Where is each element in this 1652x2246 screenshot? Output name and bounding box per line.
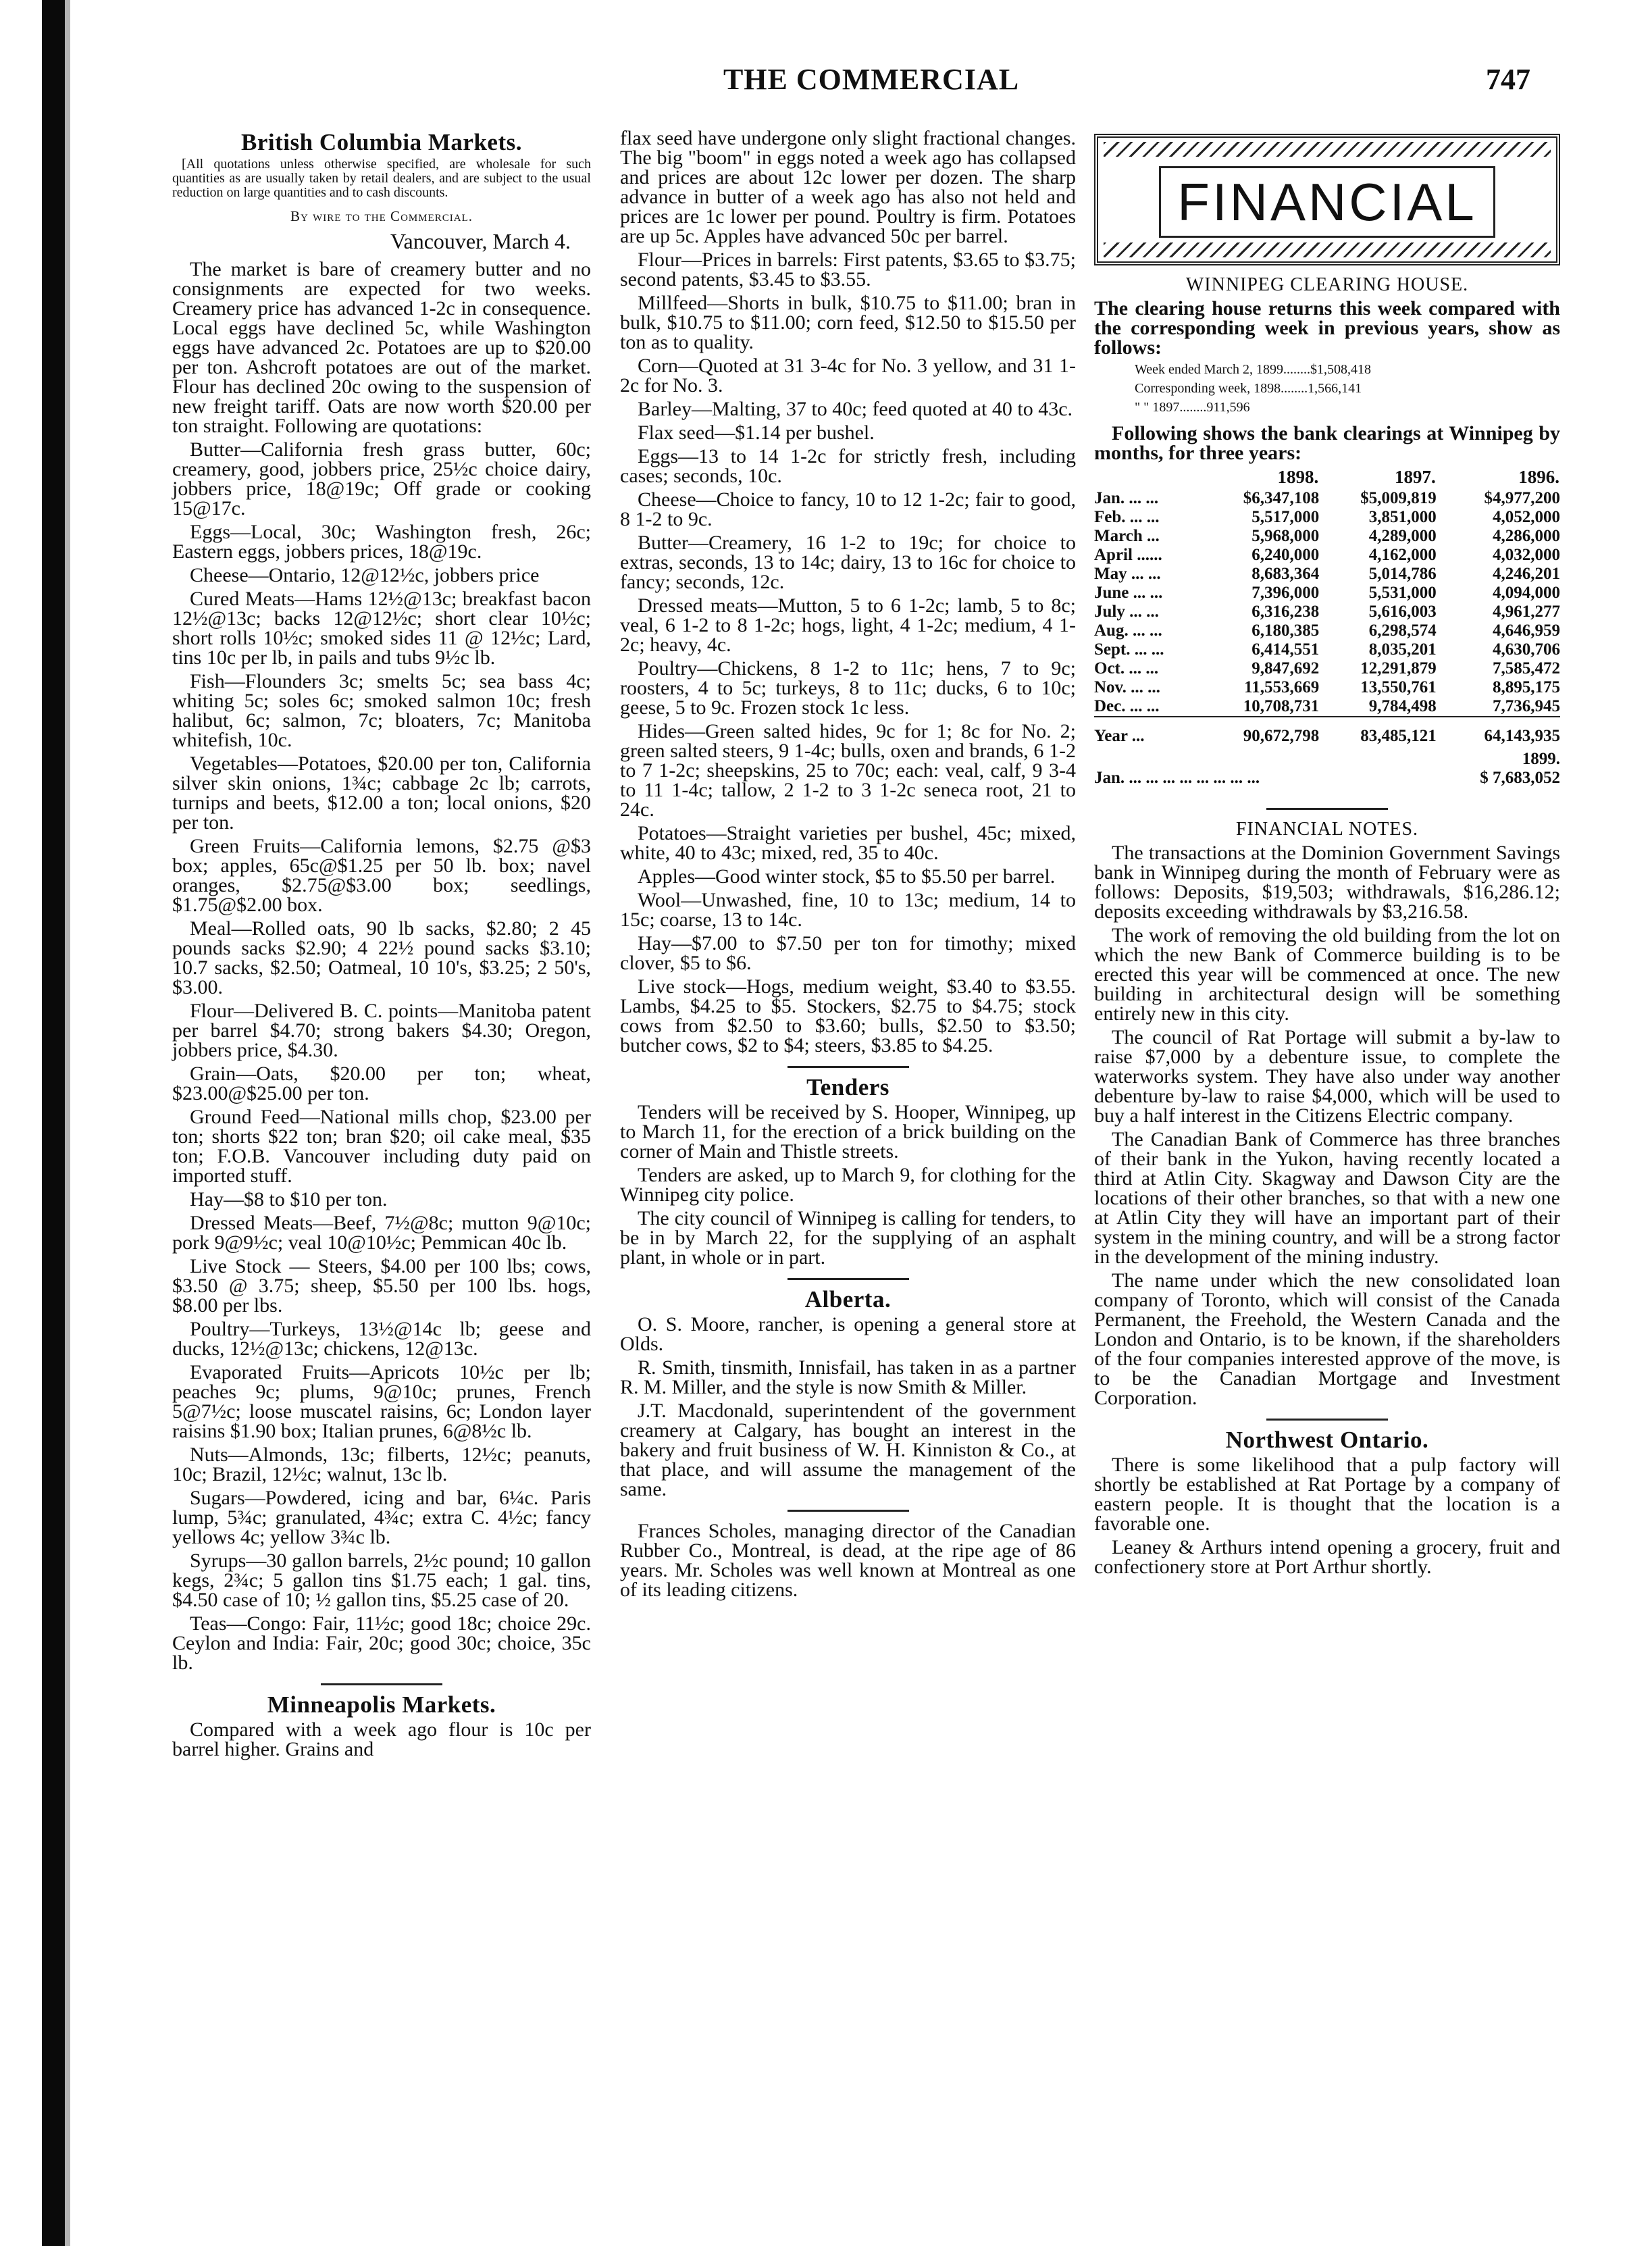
bc-quotation-item: Syrups—30 gallon barrels, 2½c pound; 10 gallon kegs, 2¾c; 5 gallon tins $1.75 each; 1 gal. tins, $4.50 case of 10; ½ gallon tins, $5.25 case of 20. (172, 1550, 591, 1611)
minneapolis-quotation-item: Flax seed—$1.14 per bushel. (638, 422, 875, 444)
section-rule (321, 1683, 442, 1685)
minneapolis-quotation-item: Cheese—Choice to fancy, 10 to 12 1-2c; fair to good, 8 1-2 to 9c. (620, 488, 1076, 530)
northwest-ontario-notes (1094, 1455, 1560, 1577)
minneapolis-quotation-item: Millfeed—Shorts in bulk, $10.75 to $11.00; bran in bulk, $10.75 to $11.00; corn feed, $12.50 to $15.50 per ton as to quality. (620, 292, 1076, 353)
financial-note-item: The Canadian Bank of Commerce has three branches of their bank in the Yukon, having recently located a third at Atlin City. Skagway and Dawson City are the locations of their other branches, so that with a new one at Atlin City they will have an important part of their system in the mining country, and will be a strong factor in the development of the mining industry. (1094, 1128, 1560, 1268)
bc-markets-note: [All quotations unless otherwise specified, are wholesale for such quantities as are usually taken by retail dealers, and are subject to the usual reduction on large quantities and to cash discounts. (172, 157, 591, 200)
table-row (1094, 603, 1560, 621)
bc-dateline: Vancouver, March 4. (390, 229, 571, 253)
column-1 (172, 128, 591, 1763)
month-label: Aug. ... ... (1094, 621, 1162, 640)
clearing-value: 4,246,201 (1493, 565, 1560, 583)
month-label: Jan. ... ... (1094, 489, 1159, 507)
financial-notes (1094, 843, 1560, 1408)
table-row (1094, 621, 1560, 640)
table-row (1094, 697, 1560, 717)
bc-quotation-item: Cheese—Ontario, 12@12½c, jobbers price (190, 564, 540, 586)
alberta-heading: Alberta. (804, 1286, 892, 1312)
column-3 (1094, 128, 1560, 1581)
clearing-value: 5,014,786 (1368, 565, 1437, 583)
clearing-value: 4,162,000 (1368, 546, 1437, 564)
month-label: Nov. ... ... (1094, 678, 1160, 696)
table-header-row (1094, 467, 1560, 489)
minneapolis-quotation-item: Hay—$7.00 to $7.50 per ton for timothy; mixed clover, $5 to $6. (620, 932, 1076, 974)
clearing-value: 5,517,000 (1251, 508, 1320, 526)
minneapolis-intro: Compared with a week ago flour is 10c per barrel higher. Grains and (172, 1718, 591, 1760)
clearing-value: 5,531,000 (1368, 584, 1437, 602)
clearing-value: 13,550,761 (1360, 678, 1437, 696)
clearing-value: 6,298,574 (1368, 621, 1437, 640)
table-header-1897: 1897. (1395, 467, 1436, 487)
clearing-value: 5,616,003 (1368, 603, 1437, 621)
year-total-1897: 83,485,121 (1319, 717, 1437, 746)
bc-quotation-item: Vegetables—Potatoes, $20.00 per ton, California silver skin onions, 1¾c; cabbage 2c lb; carrots, turnips and beets, $12.00 a ton; local onions, $20 per ton. (172, 752, 591, 834)
year-label: Year ... (1094, 717, 1202, 746)
minneapolis-heading: Minneapolis Markets. (267, 1691, 496, 1718)
clearing-value: 3,851,000 (1368, 508, 1437, 526)
jan-1899-value: $ 7,683,052 (1480, 769, 1560, 787)
month-label: May ... ... (1094, 565, 1161, 583)
bc-markets-heading: British Columbia Markets. (241, 129, 522, 155)
year-total-1896: 64,143,935 (1437, 717, 1560, 746)
section-rule (788, 1066, 909, 1068)
weekly-clearings (1094, 361, 1560, 415)
tenders-list (620, 1102, 1076, 1267)
monthly-clearings-table (1094, 467, 1560, 788)
clearing-value: 8,035,201 (1368, 640, 1437, 659)
bc-quotation-item: Eggs—Local, 30c; Washington fresh, 26c; Eastern eggs, jobbers prices, 18@19c. (172, 521, 591, 563)
binding-spine (42, 0, 65, 2246)
month-label: Sept. ... ... (1094, 640, 1164, 659)
clearing-house-heading: WINNIPEG CLEARING HOUSE. (1185, 274, 1469, 295)
clearing-value: 7,736,945 (1493, 697, 1560, 715)
clearing-value: 12,291,879 (1360, 659, 1437, 678)
column-2 (620, 128, 1076, 1604)
bc-quotation-item: Dressed Meats—Beef, 7½@8c; mutton 9@10c; pork 9@9½c; veal 10@10½c; Pemmican 40c lb. (172, 1212, 591, 1254)
minneapolis-quotation-item: Butter—Creamery, 16 1-2 to 19c; for choice to extras, seconds, 13 to 14c; dairy, 13 to 16c for choice to fancy; seconds, 12c. (620, 532, 1076, 593)
clearing-value: 6,316,238 (1251, 603, 1320, 621)
monthly-rows (1094, 489, 1560, 717)
weekly-clearing-line: " " 1897........911,596 (1135, 400, 1250, 415)
table-row (1094, 584, 1560, 603)
clearing-value: $4,977,200 (1484, 489, 1560, 507)
clearing-value: 4,289,000 (1368, 527, 1437, 545)
scholes-notice: Frances Scholes, managing director of the Canadian Rubber Co., Montreal, is dead, at the ripe age of 86 years. Mr. Scholes was well known at Montreal as one of its leading citizens. (620, 1520, 1076, 1601)
financial-note-item: The council of Rat Portage will submit a by-law to raise $7,000 by a debenture issue, to complete the waterworks system. They have also under way another debenture by-law to raise $4,000, which will be used to buy a half interest in the Citizens Electric company. (1094, 1026, 1560, 1127)
minneapolis-quotation-item: Flour—Prices in barrels: First patents, $3.65 to $3.75; second patents, $3.45 to $3.55. (620, 249, 1076, 290)
table-row (1094, 659, 1560, 678)
minneapolis-continued: flax seed have undergone only slight fractional changes. The big "boom" in eggs noted a week ago has collapsed and prices are about 12c lower per dozen. The sharp advance in butter of a week ago has also not held and prices are 1c lower per pound. Poultry is firm. Potatoes are up 5c. Apples have advanced 50c per barrel. (620, 127, 1076, 247)
clearing-value: 7,585,472 (1493, 659, 1560, 678)
clearing-house-intro: The clearing house returns this week compared with the corresponding week in previous years, show as follows: (1094, 297, 1560, 359)
running-head: THE COMMERCIAL (723, 63, 1020, 96)
section-rule (1266, 808, 1388, 810)
table-row (1094, 640, 1560, 659)
bc-quotation-item: Flour—Delivered B. C. points—Manitoba patent per barrel $4.70; strong bakers $4.30; Oregon, jobbers price, $4.30. (172, 1000, 591, 1061)
page-number: 747 (1486, 63, 1530, 96)
minneapolis-quotations (620, 250, 1076, 1055)
clearing-value: 4,094,000 (1493, 584, 1560, 602)
bc-quotation-item: Fish—Flounders 3c; smelts 5c; sea bass 4c; whiting 5c; soles 6c; smoked salmon 10c; fresh halibut, 6c; salmon, 7c; bloaters, 7c; Manitoba whitefish, 10c. (172, 670, 591, 751)
table-row (1094, 565, 1560, 584)
year-1899-label: 1899. (1522, 750, 1560, 768)
clearing-value: 6,414,551 (1251, 640, 1320, 659)
minneapolis-quotation-item: Eggs—13 to 14 1-2c for strictly fresh, including cases; seconds, 10c. (620, 445, 1076, 487)
clearing-value: 4,646,959 (1493, 621, 1560, 640)
minneapolis-quotation-item: Hides—Green salted hides, 9c for 1; 8c for No. 2; green salted steers, 9 1-4c; bulls, oxen and brands, 6 1-2 to 7 1-2c; sheepskins, 25 to 70c; each: veal, calf, 9 3-4 to 11 1-4c; tallow, 2 1-2 to 3 1-2c seneca root, 21 to 24c. (620, 720, 1076, 821)
weekly-clearing-line: Week ended March 2, 1899........$1,508,418 (1135, 362, 1371, 377)
alberta-item: O. S. Moore, rancher, is opening a general store at Olds. (620, 1313, 1076, 1355)
clearing-value: 4,630,706 (1493, 640, 1560, 659)
month-label: July ... ... (1094, 603, 1159, 621)
minneapolis-quotation-item: Corn—Quoted at 31 3-4c for No. 3 yellow, and 31 1-2c for No. 3. (620, 355, 1076, 397)
minneapolis-quotation-item: Barley—Malting, 37 to 40c; feed quoted at 40 to 43c. (638, 398, 1073, 420)
minneapolis-quotation-item: Wool—Unwashed, fine, 10 to 13c; medium, 14 to 15c; coarse, 13 to 14c. (620, 889, 1076, 931)
minneapolis-quotation-item: Apples—Good winter stock, $5 to $5.50 per barrel. (638, 865, 1056, 888)
minneapolis-quotation-item: Live stock—Hogs, medium weight, $3.40 to $3.55. Lambs, $4.25 to $5. Stockers, $2.75 to $4.75; stock cows from $2.50 to $3.60; bulls, $2.50 to $3.50; butcher cows, $2 to $4; steers, $3.85 to $4.25. (620, 975, 1076, 1056)
financial-note-item: The work of removing the old building from the lot on which the new Bank of Commerce building is to be erected this year will be commenced at once. The new building in architectural design will be something entirely new in this city. (1094, 924, 1560, 1025)
tender-item: Tenders are asked, up to March 9, for clothing for the Winnipeg city police. (620, 1164, 1076, 1206)
year-total-row (1094, 717, 1560, 746)
clearing-value: 10,708,731 (1243, 697, 1320, 715)
bc-quotation-item: Ground Feed—National mills chop, $23.00 per ton; shorts $22 ton; bran $20; oil cake meal, $35 ton; F.O.B. Vancouver including duty paid on imported stuff. (172, 1106, 591, 1187)
bc-quotation-item: Sugars—Powdered, icing and bar, 6¼c. Paris lump, 5¾c; granulated, 4¾c; extra C. 4½c; fancy yellows 4c; yellow 3¾c lb. (172, 1487, 591, 1548)
bc-quotation-item: Green Fruits—California lemons, $2.75 @$3 box; apples, 65c@$1.25 per 50 lb. box; navel oranges, $2.75@$3.00 box; seedlings, $1.75@$2.00 box. (172, 835, 591, 916)
table-row (1094, 489, 1560, 508)
jan-1899-label: Jan. ... ... ... ... ... ... ... ... (1094, 769, 1260, 787)
tenders-heading: Tenders (806, 1074, 889, 1100)
table-row (1094, 527, 1560, 546)
month-label: Dec. ... ... (1094, 697, 1160, 715)
table-row (1094, 508, 1560, 527)
year-1899-row (1094, 746, 1560, 769)
financial-banner-title: FINANCIAL (1159, 166, 1495, 238)
year-total-1898: 90,672,798 (1202, 717, 1320, 746)
financial-banner (1094, 134, 1560, 265)
clearing-value: 6,240,000 (1251, 546, 1320, 564)
alberta-list (620, 1315, 1076, 1499)
northwest-ontario-item: Leaney & Arthurs intend opening a grocery, fruit and confectionery store at Port Arthur shortly. (1094, 1536, 1560, 1578)
table-row (1094, 678, 1560, 697)
banner-ornament-top (1104, 142, 1551, 157)
minneapolis-quotation-item: Poultry—Chickens, 8 1-2 to 11c; hens, 7 to 9c; roosters, 4 to 5c; turkeys, 8 to 11c; ducks, 6 to 10c; geese, 5 to 9c. Frozen stock 1c less. (620, 657, 1076, 719)
clearing-value: $5,009,819 (1360, 489, 1437, 507)
northwest-ontario-item: There is some likelihood that a pulp factory will shortly be established at Rat Portage by a company of eastern people. It is thought that the location is a favorable one. (1094, 1454, 1560, 1535)
month-label: June ... ... (1094, 584, 1163, 602)
bc-quotation-item: Hay—$8 to $10 per ton. (190, 1188, 388, 1210)
bc-quotation-item: Nuts—Almonds, 13c; filberts, 12½c; peanuts, 10c; Brazil, 12½c; walnut, 13c lb. (172, 1444, 591, 1485)
financial-notes-heading: FINANCIAL NOTES. (1235, 819, 1419, 840)
bc-byline: By wire to the Commercial. (290, 208, 473, 224)
month-label: March ... (1094, 527, 1160, 545)
bc-quotation-item: Cured Meats—Hams 12½@13c; breakfast bacon 12½@13c; backs 12@12½c; short clear 10½c; short rolls 10½c; smoked sides 11 @ 12½c; Lard, tins 10c per lb, in pails and tubs 9½c lb. (172, 588, 591, 669)
clearing-value: 11,553,669 (1244, 678, 1320, 696)
clearing-value: 6,180,385 (1251, 621, 1320, 640)
clearing-value: 9,847,692 (1251, 659, 1320, 678)
clearing-value: 7,396,000 (1251, 584, 1320, 602)
section-rule (788, 1510, 909, 1512)
month-label: Feb. ... ... (1094, 508, 1160, 526)
bc-quotation-item: Grain—Oats, $20.00 per ton; wheat, $23.00@$25.00 per ton. (172, 1063, 591, 1104)
clearing-value: 8,895,175 (1493, 678, 1560, 696)
jan-1899-row (1094, 769, 1560, 788)
bc-quotation-item: Meal—Rolled oats, 90 lb sacks, $2.80; 2 45 pounds sacks $2.90; 4 22½ pound sacks $3.10; 10.7 sacks, $2.50; Oatmeal, 10 10's, $3.25; 2 50's, $3.00. (172, 917, 591, 998)
banner-ornament-bottom (1104, 243, 1551, 257)
alberta-item: R. Smith, tinsmith, Innisfail, has taken in as a partner R. M. Miller, and the style is now Smith & Miller. (620, 1356, 1076, 1398)
table-header-1896: 1896. (1518, 467, 1559, 487)
bc-quotations (172, 440, 591, 1673)
clearing-value: 4,286,000 (1493, 527, 1560, 545)
minneapolis-quotation-item: Dressed meats—Mutton, 5 to 6 1-2c; lamb, 5 to 8c; veal, 6 1-2 to 8 1-2c; hogs, light, 4 1-2c; medium, 4 1-2c; heavy, 4c. (620, 594, 1076, 656)
clearing-value: 4,961,277 (1493, 603, 1560, 621)
bc-quotation-item: Teas—Congo: Fair, 11½c; good 18c; choice 29c. Ceylon and India: Fair, 20c; good 30c; choice, 35c lb. (172, 1612, 591, 1674)
clearing-value: $6,347,108 (1243, 489, 1320, 507)
bc-quotation-item: Evaporated Fruits—Apricots 10½c per lb; peaches 9c; plums, 9@10c; prunes, French 5@7½c; loose muscatel raisins, 6c; London layer raisins $1.90 box; Italian prunes, 6@8½c lb. (172, 1361, 591, 1442)
minneapolis-quotation-item: Potatoes—Straight varieties per bushel, 45c; mixed, white, 40 to 43c; mixed, red, 35 to 40c. (620, 822, 1076, 864)
clearing-value: 9,784,498 (1368, 697, 1437, 715)
tender-item: The city council of Winnipeg is calling for tenders, to be in by March 22, for the supplying of an asphalt plant, in whole or in part. (620, 1207, 1076, 1269)
financial-note-item: The transactions at the Dominion Government Savings bank in Winnipeg during the month of February were as follows: Deposits, $19,503; withdrawals, $16,286.12; deposits exceeding withdrawals by $3,216.58. (1094, 842, 1560, 923)
section-rule (1266, 1419, 1388, 1421)
northwest-ontario-heading: Northwest Ontario. (1225, 1427, 1429, 1453)
monthly-intro: Following shows the bank clearings at Winnipeg by months, for three years: (1094, 422, 1560, 464)
table-header-1898: 1898. (1277, 467, 1319, 487)
month-label: Oct. ... ... (1094, 659, 1159, 678)
weekly-clearing-line: Corresponding week, 1898........1,566,141 (1135, 381, 1362, 396)
section-rule (788, 1278, 909, 1280)
month-label: April ...... (1094, 546, 1162, 564)
bc-quotation-item: Live Stock — Steers, $4.00 per 100 lbs; cows, $3.50 @ 3.75; sheep, $5.50 per 100 lbs. hogs, $8.00 per lbs. (172, 1255, 591, 1317)
bc-quotation-item: Butter—California fresh grass butter, 60c; creamery, good, jobbers price, 25½c choice dairy, jobbers price, 18@19c; Off grade or cooking 15@17c. (172, 438, 591, 519)
financial-note-item: The name under which the new consolidated loan company of Toronto, which will consist of the Canada Permanent, the Freehold, the Western Canada and the London and Ontario, is to be known, if the shareholders of the four companies interested approve of the move, is to be the Canadian Mortgage and Investment Corporation. (1094, 1269, 1560, 1409)
clearing-value: 4,052,000 (1493, 508, 1560, 526)
binding-shadow (65, 0, 70, 2246)
clearing-value: 4,032,000 (1493, 546, 1560, 564)
bc-quotation-item: Poultry—Turkeys, 13½@14c lb; geese and ducks, 12½@13c; chickens, 12@13c. (172, 1318, 591, 1360)
table-header-blank (1094, 467, 1202, 489)
table-row (1094, 546, 1560, 565)
alberta-item: J.T. Macdonald, superintendent of the government creamery at Calgary, has bought an interest in the bakery and fruit business of W. H. Kinniston & Co., at that place, and will assume the management of the same. (620, 1400, 1076, 1500)
tender-item: Tenders will be received by S. Hooper, Winnipeg, up to March 11, for the erection of a brick building on the corner of Main and Thistle streets. (620, 1101, 1076, 1163)
clearing-value: 8,683,364 (1251, 565, 1320, 583)
clearing-value: 5,968,000 (1251, 527, 1320, 545)
bc-intro: The market is bare of creamery butter and no consignments are expected for two weeks. Creamery price has advanced 1-2c in consequence. Local eggs have declined 5c, while Washington eggs have advanced 2c. Potatoes are up to $20.00 per ton. Ashcroft potatoes are out of the market. Flour has declined 20c owing to the suspension of new freight tariff. Oats are now worth $20.00 per ton straight. Following are quotations: (172, 258, 591, 437)
